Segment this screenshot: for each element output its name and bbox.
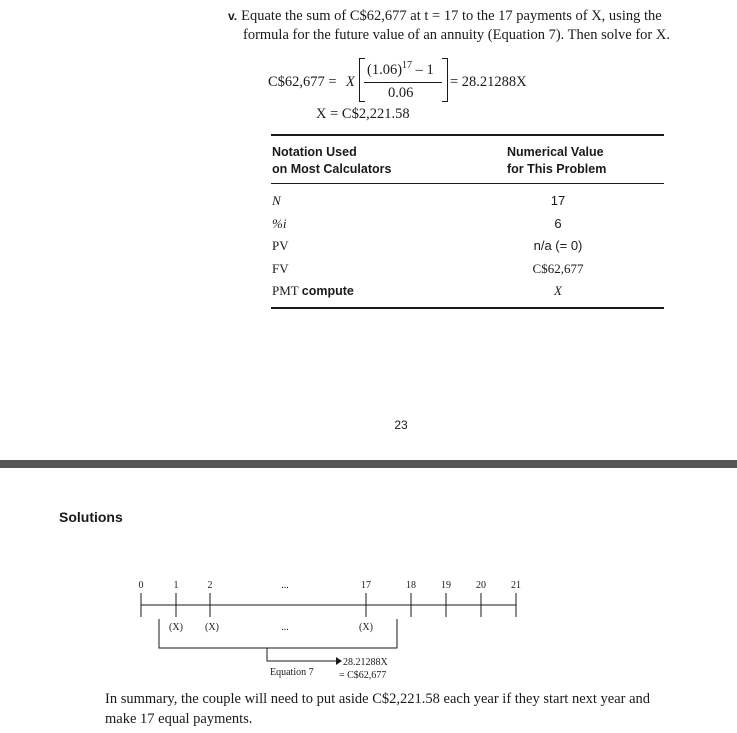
payment-label: ...: [281, 622, 289, 633]
notation-cell: %i: [272, 215, 287, 231]
value-cell: n/a (= 0): [533, 238, 583, 254]
equation-solution: X = C$2,221.58: [316, 106, 410, 122]
step-line-1: Equate the sum of C$62,677 at t = 17 to the 17 payments of X, using the: [241, 8, 662, 24]
payment-label: (X): [205, 622, 219, 633]
equation-7-label: Equation 7: [270, 667, 314, 678]
step-line-2: formula for the future value of an annuity (Equation 7). Then solve for X.: [243, 27, 670, 43]
table-row: [271, 213, 664, 236]
right-bracket: [442, 58, 448, 102]
calculator-table: [271, 134, 664, 309]
notation-cell: N: [272, 193, 281, 208]
period-label: 2: [207, 580, 213, 591]
summary-text: In summary, the couple will need to put aside C$2,221.58 each year if they start next year and make 17 equal payments.: [105, 691, 651, 727]
value-cell: 17: [550, 193, 566, 208]
result-arrowhead: [336, 657, 342, 665]
period-label: 17: [361, 580, 371, 591]
period-label: 18: [406, 580, 416, 591]
table-row: [271, 280, 664, 303]
notation-cell: PV: [272, 238, 289, 254]
period-label: 21: [511, 580, 521, 591]
section-title: Solutions: [59, 509, 123, 525]
equation-lhs: C$62,677 =: [268, 74, 337, 90]
header-value: Numerical Value for This Problem: [507, 145, 607, 176]
period-label: 1: [173, 580, 179, 591]
table-row: [271, 235, 664, 258]
payment-timeline: [0, 570, 737, 685]
table-header: [271, 136, 664, 183]
value-cell: C$62,677: [532, 260, 584, 276]
page-divider: [0, 460, 737, 468]
header-notation: Notation Used on Most Calculators: [272, 145, 392, 176]
value-cell: 6: [554, 215, 562, 231]
table-row: [271, 190, 664, 213]
equation-denominator: 0.06: [388, 85, 414, 101]
notation-cell: FV: [272, 260, 289, 276]
period-label: 0: [138, 580, 144, 591]
period-label: 20: [476, 580, 486, 591]
table-row: [271, 258, 664, 281]
payment-label: (X): [169, 622, 183, 633]
annuity-equation: [268, 58, 688, 128]
result-line-1: 28.21288X: [343, 657, 388, 668]
table-bottom-rule: [271, 307, 664, 309]
period-label: 19: [441, 580, 451, 591]
page-number: 23: [394, 418, 408, 432]
result-connector: [267, 648, 336, 661]
payment-label: (X): [359, 622, 373, 633]
step-label: v.: [228, 9, 238, 23]
table-body: [271, 184, 664, 307]
fraction-bar: [364, 82, 442, 83]
left-bracket: [359, 58, 365, 102]
period-label: ...: [281, 580, 289, 591]
equation-variable: X: [346, 74, 355, 90]
equation-rhs: = 28.21288X: [450, 74, 527, 90]
value-cell: X: [554, 283, 562, 299]
result-line-2: = C$62,677: [339, 670, 387, 681]
notation-cell: PMT compute: [272, 283, 354, 299]
equation-exponent: 17: [402, 60, 413, 71]
equation-numerator: $(1.06)^{17} - 1$: [367, 60, 434, 78]
step-v-text: [228, 7, 728, 45]
